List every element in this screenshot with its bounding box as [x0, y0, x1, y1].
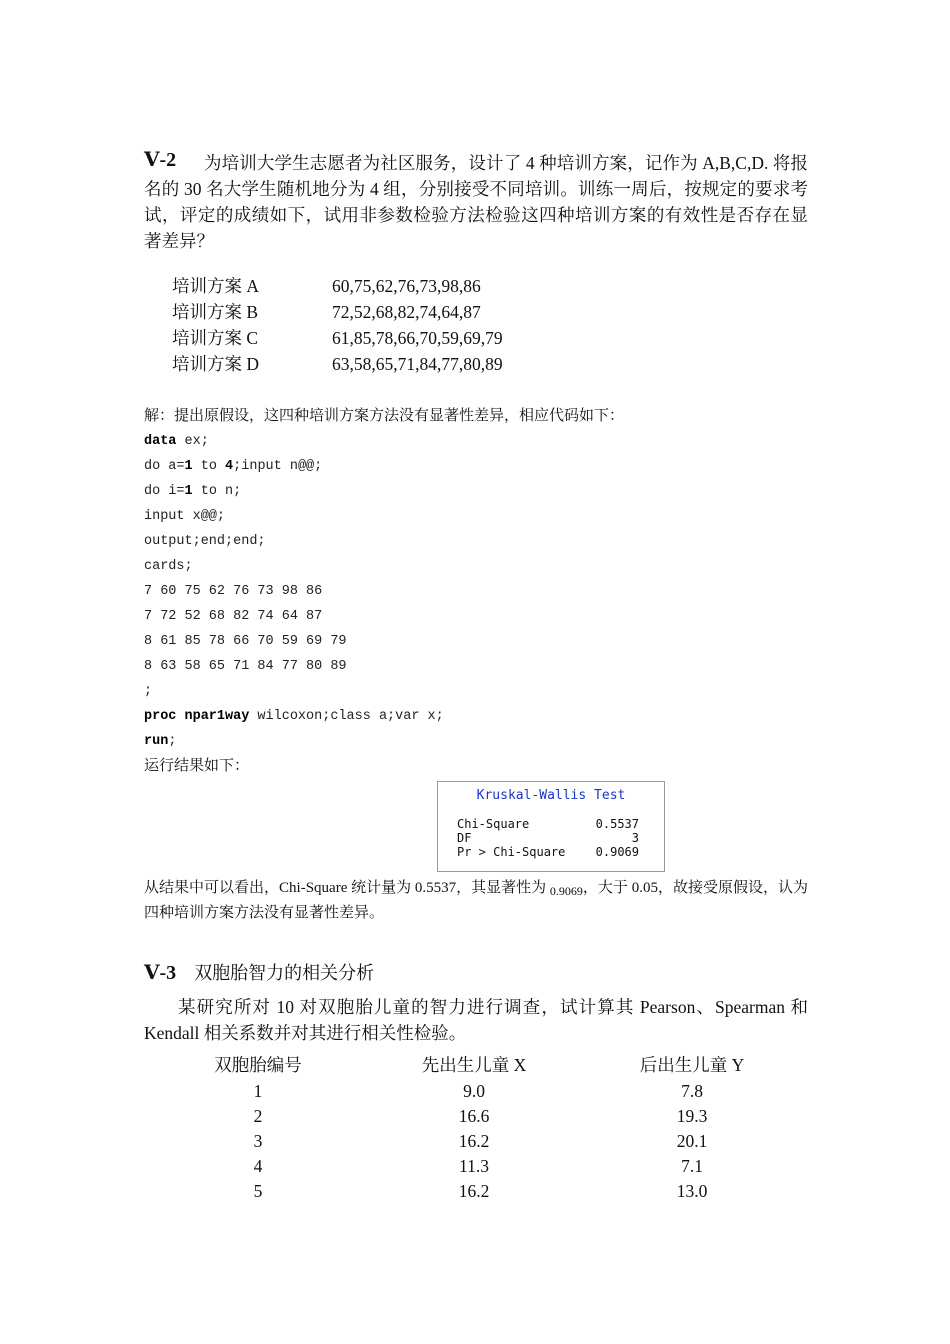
- table-header-cell: 后出生儿童 Y: [639, 1055, 745, 1075]
- plan-row: [172, 351, 503, 377]
- table-cell: 5: [253, 1181, 263, 1201]
- code-keyword: proc npar1way: [144, 709, 250, 724]
- code-number: 1: [184, 484, 193, 499]
- sas-output-row: [457, 817, 639, 831]
- sas-output-title: Kruskal-Wallis Test: [476, 788, 626, 803]
- section-3-title: 双胞胎智力的相关分析: [194, 963, 375, 983]
- code-number: 1: [184, 459, 193, 474]
- table-cell: 11.3: [459, 1156, 489, 1176]
- solution-intro: 解：提出原假设，这四种培训方案方法没有显著性差异，相应代码如下：: [144, 408, 625, 424]
- table-row: [0, 1128, 950, 1154]
- code-text: ex;: [176, 434, 209, 449]
- code-text: wilcoxon;class a;var x;: [249, 709, 444, 724]
- code-text: to n;: [192, 484, 242, 499]
- sas-stat-value: 0.9069: [595, 845, 639, 859]
- table-cell: 13.0: [676, 1181, 708, 1201]
- sas-stat-value: 0.5537: [595, 817, 639, 831]
- conclusion-part: 从结果中可以看出，Chi-Square 统计量为 0.5537，其显著性为: [144, 880, 550, 896]
- sas-code-block: [144, 429, 444, 754]
- table-row: [0, 1153, 950, 1179]
- code-data-line: 8 61 85 78 66 70 59 69 79: [144, 634, 347, 649]
- plan-name: 培训方案 A: [172, 276, 260, 296]
- code-text: do i=: [144, 484, 185, 499]
- conclusion-part: ，大于 0.05，故接受原假设，认为四种培训方案方法没有显著性差异。: [144, 880, 808, 921]
- code-text: output;end;end;: [144, 534, 266, 549]
- plan-scores: 61,85,78,66,70,59,69,79: [332, 328, 503, 348]
- code-keyword: data: [144, 434, 177, 449]
- table-cell: 3: [253, 1131, 263, 1151]
- section-3-problem-text: 某研究所对 10 对双胞胎儿童的智力进行调查，试计算其 Pearson、Spearman 和 Kendall 相关系数并对其进行相关性检验。: [144, 997, 808, 1043]
- code-data-line: 7 60 75 62 76 73 98 86: [144, 584, 323, 599]
- code-text: do a=: [144, 459, 185, 474]
- sas-output-box: [437, 781, 665, 872]
- table-header-cell: 双胞胎编号: [214, 1055, 302, 1075]
- twin-table-header: [0, 1052, 950, 1078]
- table-cell: 4: [253, 1156, 263, 1176]
- code-text: to: [192, 459, 226, 474]
- plan-row: [172, 299, 481, 325]
- section-3-number: Ⅴ-3: [144, 962, 177, 984]
- code-text: input x@@;: [144, 509, 226, 524]
- significance-value: 0.9069: [549, 884, 583, 898]
- code-number: 4: [225, 459, 234, 474]
- table-cell: 9.0: [463, 1081, 485, 1101]
- table-row: [0, 1103, 950, 1129]
- table-row: [0, 1178, 950, 1204]
- sas-stat-label: Chi-Square: [457, 817, 530, 831]
- sas-output-row: [457, 831, 639, 845]
- code-keyword: run: [144, 734, 169, 749]
- code-text: cards;: [144, 559, 193, 574]
- table-cell: 1: [253, 1081, 263, 1101]
- code-text: ;: [168, 734, 177, 749]
- code-text: ;input n@@;: [233, 459, 323, 474]
- table-header-cell: 先出生儿童 X: [421, 1055, 527, 1075]
- plan-row: [172, 273, 481, 299]
- table-row: [0, 1078, 950, 1104]
- plan-scores: 60,75,62,76,73,98,86: [332, 276, 481, 296]
- table-cell: 7.8: [681, 1081, 703, 1101]
- sas-stat-label: Pr > Chi-Square: [457, 845, 566, 859]
- sas-stat-value: 3: [631, 831, 639, 845]
- sas-output-row: [457, 845, 639, 859]
- plan-name: 培训方案 B: [172, 302, 259, 322]
- table-cell: 16.2: [458, 1131, 490, 1151]
- table-cell: 7.1: [681, 1156, 703, 1176]
- plan-scores: 63,58,65,71,84,77,80,89: [332, 354, 503, 374]
- section-3-heading: [144, 959, 374, 985]
- table-cell: 20.1: [676, 1131, 708, 1151]
- section-2-problem-text: 为培训大学生志愿者为社区服务，设计了 4 种培训方案，记作为 A,B,C,D. 将报名的 30 名大学生随机地分为 4 组，分别接受不同培训。训练一周后，按规定的要求考试，评定的成绩如下，试用非参数检验方法检验这四种培训方案的有效性是否存在显著差异？: [144, 153, 808, 251]
- code-text: ;: [144, 684, 153, 699]
- conclusion-text: [144, 876, 808, 926]
- plan-row: [172, 325, 503, 351]
- table-cell: 2: [253, 1106, 263, 1126]
- table-cell: 16.6: [458, 1106, 490, 1126]
- plan-name: 培训方案 D: [172, 354, 260, 374]
- table-cell: 16.2: [458, 1181, 490, 1201]
- code-data-line: 7 72 52 68 82 74 64 87: [144, 609, 323, 624]
- section-2-number: Ⅴ-2: [144, 149, 177, 171]
- code-data-line: 8 63 58 65 71 84 77 80 89: [144, 659, 347, 674]
- plan-scores: 72,52,68,82,74,64,87: [332, 302, 481, 322]
- sas-stat-label: DF: [457, 831, 472, 845]
- plan-name: 培训方案 C: [172, 328, 259, 348]
- table-cell: 19.3: [676, 1106, 708, 1126]
- result-intro: 运行结果如下：: [144, 758, 250, 774]
